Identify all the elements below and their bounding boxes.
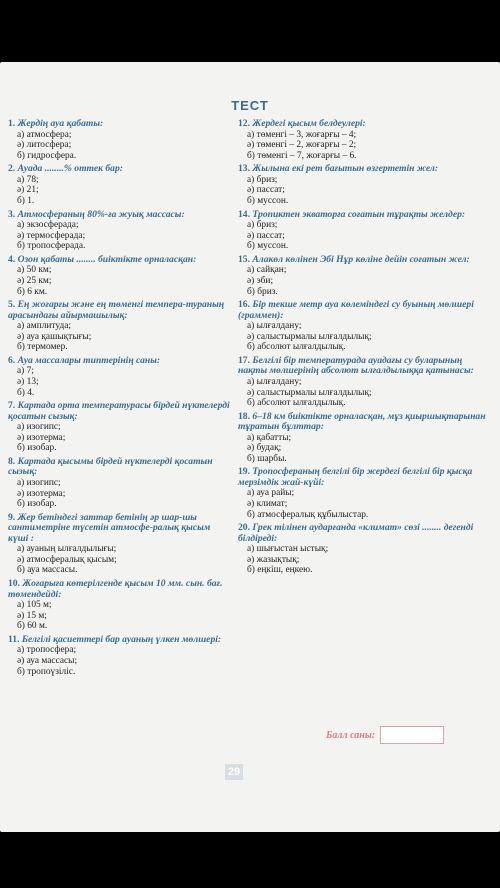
question-text <box>8 119 233 130</box>
question-number: 17. <box>238 354 250 366</box>
question-number: 19. <box>238 466 250 478</box>
option-a[interactable]: а) экзосферада; <box>17 220 79 231</box>
option-ae[interactable]: ә) ауа массасы; <box>17 655 78 666</box>
option-a[interactable]: а) 7; <box>17 366 34 377</box>
option-ae[interactable]: ә) будақ; <box>247 443 282 454</box>
score-label: Балл саны: <box>326 729 376 741</box>
option-ae[interactable]: ә) изотерма; <box>17 432 66 443</box>
question-number: 16. <box>238 299 250 311</box>
question-number: 2. <box>8 163 16 175</box>
question-text <box>238 255 490 266</box>
option-b[interactable]: б) муссон. <box>247 241 289 252</box>
option-a[interactable]: а) 78; <box>17 174 39 185</box>
score-area <box>326 726 444 744</box>
question-body: Тропосфераның белгілі бір жердегі белгілі бір қысқа мерзімдік жай-күйі: <box>238 466 473 488</box>
question-body: Озон қабаты ........ биіктікте орналасқан: <box>17 253 197 265</box>
question-body: Атмосфераның 80%-ға жуық массасы: <box>17 208 185 220</box>
option-ae[interactable]: ә) атмосфералық қысым; <box>17 554 117 565</box>
page-number: 29 <box>225 764 243 780</box>
question-body: Картада орта температурасы бірдей нүктелерді қосатын сызық: <box>8 400 230 422</box>
question-number: 9. <box>8 511 16 523</box>
question-text <box>8 210 233 221</box>
option-ae[interactable]: ә) ауа қашықтығы; <box>17 331 92 342</box>
option-a[interactable]: а) 50 км; <box>17 265 52 276</box>
option-a[interactable]: а) қабатты; <box>247 432 292 443</box>
question-text <box>8 635 233 646</box>
option-ae[interactable]: ә) изотерма; <box>17 488 66 499</box>
option-a[interactable]: а) ауаның ылғалдылығы; <box>17 544 117 555</box>
question-body: 6–18 км биіктікте орналасқан, мұз қиыршықтарынан тұратын бұлттар: <box>238 410 486 433</box>
question-text <box>238 210 490 221</box>
option-b[interactable]: б) абсолют ылғалдылық. <box>247 342 346 353</box>
option-a[interactable]: а) 105 м; <box>17 600 52 611</box>
page-title: ТЕСТ <box>231 98 269 113</box>
question-body: Алакөл көлінен Эбі Нұр көліне дейін соғатын жел: <box>252 253 470 265</box>
question-text <box>8 579 233 600</box>
option-b[interactable]: б) ауа массасы. <box>17 565 78 576</box>
question-body: Ең жоғарғы және ең төменгі темпера-тураның арасындағы айырмашылық: <box>8 299 225 321</box>
question-text <box>8 255 233 266</box>
question-number: 3. <box>8 208 16 220</box>
question-item <box>8 255 233 297</box>
option-ae[interactable]: ә) эби; <box>247 275 274 286</box>
question-item <box>238 356 490 409</box>
question-body: Картада қысымы бірдей нүктелерді қосатын сызық: <box>8 455 213 478</box>
question-item <box>238 164 490 206</box>
question-number: 15. <box>238 253 250 265</box>
option-b[interactable]: б) 60 м. <box>17 621 48 632</box>
option-b[interactable]: б) изобар. <box>17 499 57 510</box>
question-text <box>238 523 490 544</box>
option-b[interactable]: б) 1. <box>17 195 35 206</box>
option-b[interactable]: б) гидросфера. <box>17 150 77 161</box>
question-item <box>238 523 490 576</box>
option-ae[interactable]: ә) 13; <box>17 377 39 387</box>
option-b[interactable]: б) термомер. <box>17 342 68 353</box>
question-text <box>238 467 490 488</box>
question-item <box>8 513 233 576</box>
option-b[interactable]: б) 4. <box>17 387 35 398</box>
score-input-box[interactable] <box>380 726 444 744</box>
question-body: Жердегі қысым белдеулері: <box>252 118 366 129</box>
question-item <box>8 457 233 510</box>
option-ae[interactable]: ә) жазықтық; <box>247 554 300 565</box>
option-a[interactable]: а) ылғалдану; <box>247 376 302 387</box>
option-a[interactable]: а) атмосфера; <box>17 129 72 140</box>
question-item <box>238 300 490 353</box>
question-body: Жердің ауа қабаты: <box>17 118 104 129</box>
option-a[interactable]: а) ылғалдану; <box>247 321 302 332</box>
option-b[interactable]: б) абсолют ылғалдылық. <box>247 398 346 409</box>
question-item <box>8 635 233 677</box>
question-text <box>238 356 490 377</box>
question-number: 4. <box>8 253 16 265</box>
question-text <box>238 412 490 433</box>
question-number: 11. <box>8 633 20 645</box>
question-body: Бір текше метр ауа көлеміндегі су буының мөлшері (граммен): <box>238 299 474 321</box>
question-number: 18. <box>238 410 250 422</box>
option-b[interactable]: б) атмосфералық құбылыстар. <box>247 509 369 520</box>
question-number: 14. <box>238 208 250 220</box>
option-ae[interactable]: ә) термосферада; <box>17 230 86 241</box>
option-b[interactable]: б) төменгі – 7, жоғарғы – 6. <box>247 150 357 161</box>
option-ae[interactable]: ә) 21; <box>17 185 39 196</box>
question-text <box>8 457 233 478</box>
question-item <box>238 467 490 520</box>
question-number: 10. <box>8 578 20 590</box>
question-text <box>8 300 233 321</box>
option-b[interactable]: б) бриз. <box>247 286 278 297</box>
option-a[interactable]: а) бриз; <box>247 220 278 231</box>
question-item <box>8 579 233 632</box>
option-b[interactable]: б) тропосферада. <box>17 241 86 252</box>
option-a[interactable]: а) шығыстан ыстық; <box>247 544 329 555</box>
option-a[interactable]: а) сайқан; <box>247 265 287 276</box>
question-item <box>238 210 490 252</box>
option-b[interactable]: б) тропоүзіліс. <box>17 666 76 677</box>
option-b[interactable]: б) шарбы. <box>247 453 287 464</box>
option-b[interactable]: б) еңкіш, еңкею. <box>247 565 313 576</box>
left-column <box>8 119 233 680</box>
question-body: Тропиктен экваторға соғатын тұрақты желдер: <box>252 208 466 220</box>
question-number: 7. <box>8 400 16 412</box>
option-a[interactable]: а) төменгі – 3, жоғарғы – 4; <box>247 129 357 140</box>
option-a[interactable]: а) тропосфера; <box>17 645 77 656</box>
question-item <box>8 164 233 206</box>
question-body: Жылына екі рет бағытын өзгертетін жел: <box>252 163 439 175</box>
option-ae[interactable]: ә) 25 км; <box>17 275 52 286</box>
question-text <box>238 300 490 321</box>
right-column <box>238 119 490 579</box>
question-item <box>8 210 233 252</box>
question-number: 20. <box>238 522 250 534</box>
question-number: 5. <box>8 299 16 311</box>
question-text <box>8 164 233 175</box>
question-body: Жер бетіндегі заттар бетінің әр шар-шы сантиметріне түсетін атмосфе-ралық қысым күші : <box>8 511 211 544</box>
option-ae[interactable]: ә) литосфера; <box>17 140 72 151</box>
option-ae[interactable]: ә) климат; <box>247 499 288 510</box>
question-text <box>238 164 490 175</box>
option-a[interactable]: а) амплитуда; <box>17 321 72 332</box>
option-a[interactable]: а) ауа райы; <box>247 488 295 499</box>
question-number: 1. <box>8 118 16 129</box>
option-ae[interactable]: ә) төменгі – 2, жоғарғы – 2; <box>247 140 357 151</box>
question-number: 13. <box>238 163 250 175</box>
option-ae[interactable]: ә) 15 м; <box>17 610 47 621</box>
question-text <box>238 119 490 130</box>
option-ae[interactable]: ә) пассат; <box>247 230 285 241</box>
question-number: 12. <box>238 118 250 129</box>
question-text <box>8 513 233 545</box>
question-number: 6. <box>8 354 16 366</box>
question-item <box>238 412 490 465</box>
question-body: Белгілі бір температурада ауадағы су буларының нақты мөлшерінің абсолют ылғалдылыққа қатынасы: <box>238 354 474 377</box>
question-item <box>238 255 490 297</box>
test-page <box>0 62 500 832</box>
option-ae[interactable]: ә) салыстырмалы ылғалдылық; <box>247 387 372 398</box>
option-b[interactable]: б) изобар. <box>17 443 57 454</box>
option-b[interactable]: б) 6 км. <box>17 286 48 297</box>
question-item <box>238 119 490 161</box>
question-body: Белгілі қасиеттері бар ауаның үлкен мөлшері: <box>21 633 222 645</box>
question-body: Жоғарыға көтерілгенде қысым 10 мм. сын. бағ. төмендейді: <box>8 578 223 600</box>
question-text <box>8 356 233 367</box>
question-item <box>8 300 233 353</box>
question-text <box>8 401 233 422</box>
option-b[interactable]: б) муссон. <box>247 195 289 206</box>
option-a[interactable]: а) бриз; <box>247 174 278 185</box>
option-ae[interactable]: ә) пассат; <box>247 185 285 196</box>
question-number: 8. <box>8 455 16 467</box>
question-item <box>8 119 233 161</box>
question-body: Ауа массалары типтерінің саны: <box>17 354 161 366</box>
option-ae[interactable]: ә) салыстырмалы ылғалдылық; <box>247 331 372 342</box>
option-a[interactable]: а) изогипс; <box>17 477 61 488</box>
question-item <box>8 356 233 398</box>
option-a[interactable]: а) изогипс; <box>17 422 61 433</box>
question-item <box>8 401 233 454</box>
question-body: Ауада ........% оттек бар: <box>17 163 123 175</box>
question-body: Грек тілінен аударғанда «климат» сөзі ........ дегенді білдіреді: <box>238 522 474 544</box>
